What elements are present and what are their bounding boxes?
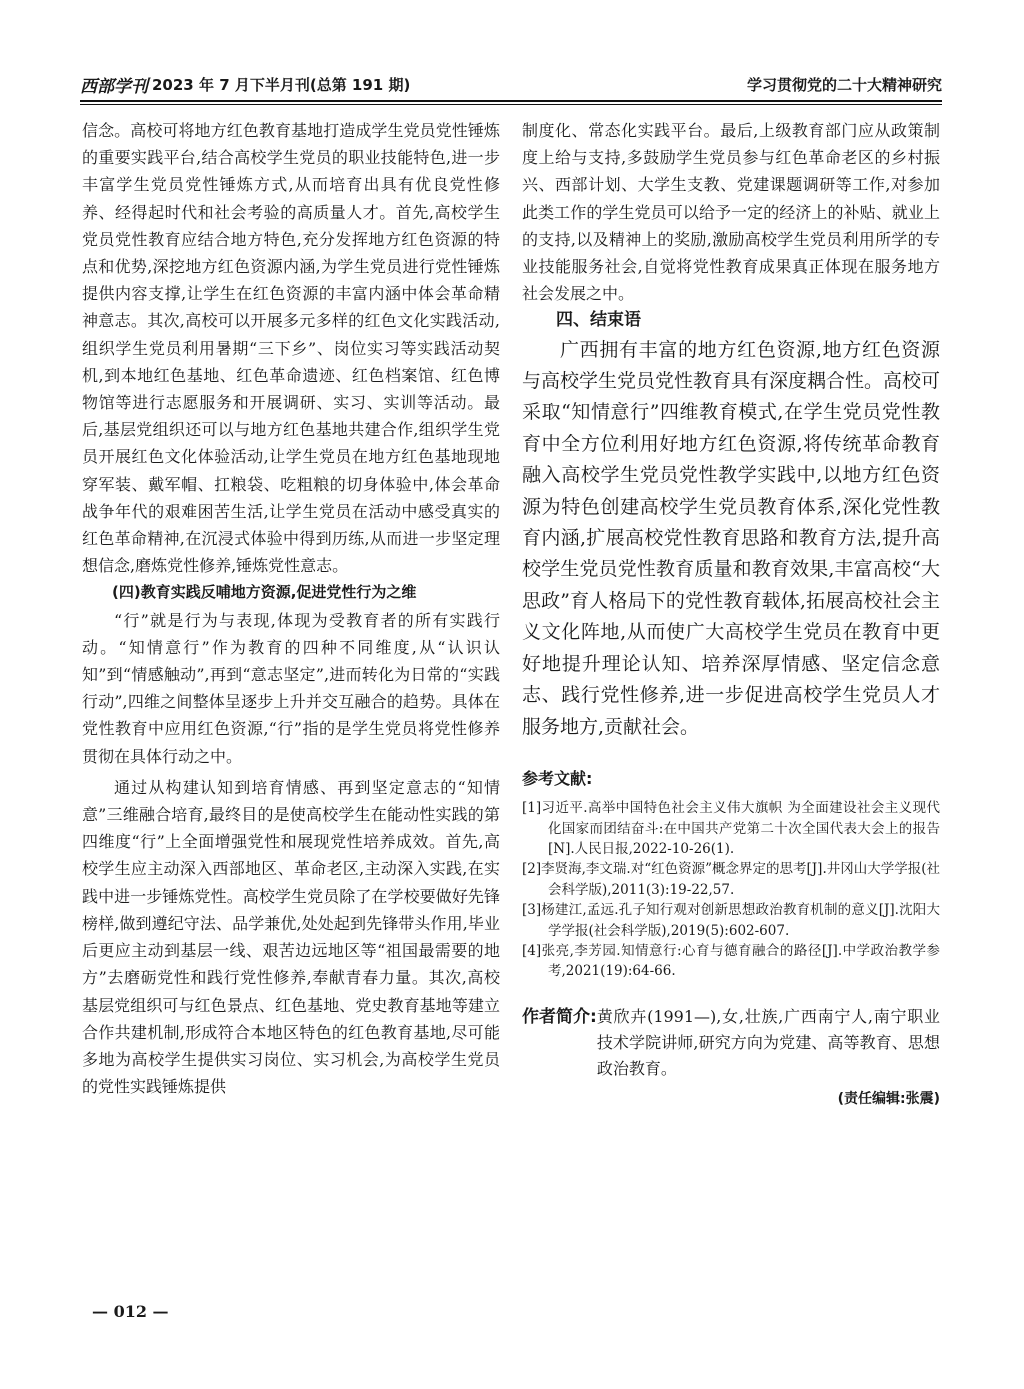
references-title: 参考文献:	[522, 768, 593, 788]
header-rule-thin	[80, 104, 942, 105]
page-number: — 012 —	[92, 1302, 169, 1321]
journal-logo: 西部学刊	[80, 76, 148, 97]
paragraph: 信念。高校可将地方红色教育基地打造成学生党员党性锤炼的重要实践平台,结合高校学生党员的职业技能特色,进一步丰富学生党员党性锤炼方式,从而培育出具有优良党性修养、经得起时代和社会考验的高质量人才。首先,高校学生党员党性教育应结合地方特色,充分发挥地方红色资源的特点和优势,深挖地方红色资源内涵,为学生党员进行党性锤炼提供内容支撑,让学生在红色资源的丰富内涵中体会革命精神意志。其次,高校可以开展多元多样的红色文化实践活动,组织学生党员利用暑期“三下乡”、岗位实习等实践活动契机,到本地红色基地、红色革命遗迹、红色档案馆、红色博物馆等进行志愿服务和开展调研、实习、实训等活动。最后,基层党组织还可以与地方红色基地共建合作,组织学生党员开展红色文化体验活动,让学生党员在地方红色基地现地穿军装、戴军帽、扛粮袋、吃粗粮的切身体验中,体会革命战争年代的艰难困苦生活,让学生党员在活动中感受真实的红色革命精神,在沉浸式体验中得到历练,从而进一步坚定理想信念,磨炼党性修养,锤炼党性意志。	[82, 121, 500, 576]
left-column	[82, 117, 500, 1100]
running-header	[80, 70, 942, 98]
conclusion-paragraph: 广西拥有丰富的地方红色资源,地方红色资源与高校学生党员党性教育具有深度耦合性。高校可采取“知情意行”四维教育模式,在学生党员党性教育中全方位利用好地方红色资源,将传统革命教育融入高校学生党员党性教学实践中,以地方红色资源为特色创建高校学生党员教育体系,深化党性教育内涵,扩展高校党性教育思路和教育方法,提升高校学生党员党性教育质量和教育效果,丰富高校“大思政”育人格局下的党性教育载体,拓展高校社会主义文化阵地,从而使广大高校学生党员在教育中更好地提升理论认知、培养深厚情感、坚定信念意志、践行党性修养,进一步促进高校学生党员人才服务地方,贡献社会。	[522, 338, 941, 738]
reference-item: [4]张亮,李芳园.知情意行:心育与德育融合的路径[J].中学政治教学参考,2021(19):64-66.	[522, 942, 940, 980]
paragraph: 通过从构建认知到培育情感、再到坚定意志的“知情意”三维融合培育,最终目的是使高校学生在能动性实践的第四维度“行”上全面增强党性和展现党性培养成效。首先,高校学生应主动深入西部地区、革命老区,主动深入实践,在实践中进一步锤炼党性。高校学生党员除了在学校要做好先锋榜样,做到遵纪守法、品学兼优,处处起到先锋带头作用,毕业后更应主动到基层一线、艰苦边远地区等“祖国最需要的地方”去磨砺党性和践行党性修养,奉献青春力量。其次,高校基层党组织可与红色景点、红色基地、党史教育基地等建立合作共建机制,形成符合本地区特色的红色教育基地,尽可能多地为高校学生提供实习岗位、实习机会,为高校学生党员的党性实践锤炼提供	[82, 777, 500, 1097]
reference-item: [3]杨建江,孟远.孔子知行观对创新思想政治教育机制的意义[J].沈阳大学学报(社会科学版),2019(5):602-607.	[522, 902, 940, 939]
paragraph: 制度化、常态化实践平台。最后,上级教育部门应从政策制度上给与支持,多鼓励学生党员参与红色革命老区的乡村振兴、西部计划、大学生支教、党建课题调研等工作,对参加此类工作的学生党员可以给予一定的经济上的补贴、就业上的支持,以及精神上的奖励,激励高校学生党员利用所学的专业技能服务社会,自觉将党性教育成果真正体现在服务地方社会发展之中。	[522, 121, 940, 304]
header-rule	[80, 100, 942, 102]
issue-info: 2023 年 7 月下半月刊(总第 191 期)	[152, 75, 411, 94]
responsible-editor: (责任编辑:张震)	[837, 1090, 940, 1107]
author-label: 作者简介:	[522, 1006, 597, 1027]
section-heading: 四、结束语	[556, 310, 641, 331]
subsection-heading: (四)教育实践反哺地方资源,促进党性行为之维	[112, 583, 417, 602]
section-title: 学习贯彻党的二十大精神研究	[746, 75, 942, 94]
header-left	[80, 72, 410, 97]
right-column	[522, 117, 940, 1113]
author-bio	[522, 1004, 940, 1082]
reference-item: [2]李贤海,李文瑞.对“红色资源”概念界定的思考[J].井冈山大学学报(社会科学版),2011(3):19-22,57.	[522, 861, 941, 898]
reference-item: [1]习近平.高举中国特色社会主义伟大旗帜 为全面建设社会主义现代化国家而团结奋斗:在中国共产党第二十次全国代表大会上的报告[N].人民日报,2022-10-26(1).	[522, 800, 940, 857]
paragraph: “行”就是行为与表现,体现为受教育者的所有实践行动。“知情意行”作为教育的四种不同维度,从“认识认知”到“情感触动”,再到“意志坚定”,进而转化为日常的“实践行动”,四维之间整体呈逐步上升并交互融合的趋势。具体在党性教育中应用红色资源,“行”指的是学生党员将党性修养贯彻在具体行动之中。	[82, 610, 500, 766]
author-text: 黄欣卉(1991—),女,壮族,广西南宁人,南宁职业技术学院讲师,研究方向为党建、高等教育、思想政治教育。	[596, 1006, 940, 1078]
